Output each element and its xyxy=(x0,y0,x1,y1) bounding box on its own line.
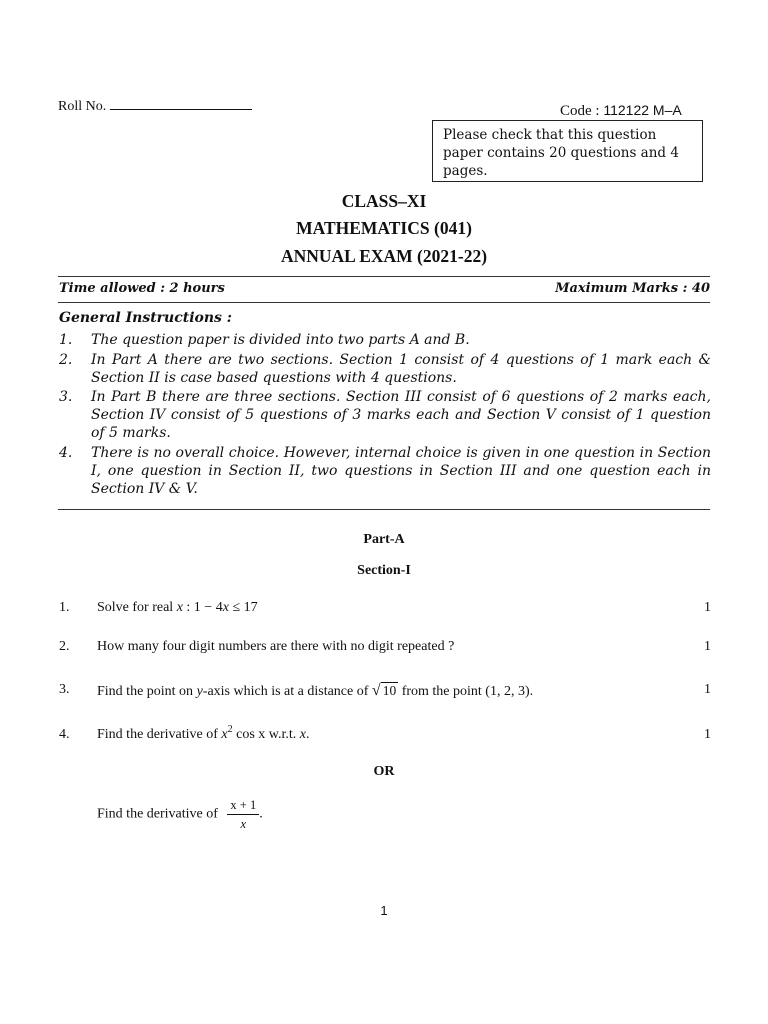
class-title: CLASS–XI xyxy=(341,191,427,211)
question-marks: 1 xyxy=(704,682,711,697)
divider-instructions xyxy=(58,509,710,510)
question-count-note: Please check that this question paper contains 20 questions and 4 pages. xyxy=(432,120,703,182)
roll-number-blank xyxy=(110,98,252,110)
question-marks: 1 xyxy=(704,727,711,742)
alternative-question: Find the derivative of $\frac{x + 1}{x}$ . xyxy=(97,798,263,831)
question-marks: 1 xyxy=(704,600,711,615)
time-allowed: Time allowed : 2 hours xyxy=(59,281,225,296)
maximum-marks: Maximum Marks : 40 xyxy=(555,281,710,296)
divider-meta xyxy=(58,302,710,303)
instruction-text: In Part A there are two sections. Section 1 consist of 4 questions of 1 mark each & Section II is case based questions with 4 questions. xyxy=(91,352,711,386)
question-text: Find the point on y-axis which is at a distance of √ 10 from the point (1, 2, 3). xyxy=(97,682,534,699)
instruction-number: 4. xyxy=(59,445,73,461)
roll-number-field xyxy=(58,98,252,115)
question-number: 1. xyxy=(59,600,70,615)
question-number: 3. xyxy=(59,682,70,697)
instructions-heading: General Instructions : xyxy=(59,310,232,326)
instruction-text: In Part B there are three sections. Section III consist of 6 questions of 2 marks each, Section IV consist of 5 questions of 3 marks each and Section V consist of 1 question of 5 marks. xyxy=(91,389,711,441)
divider-top xyxy=(58,276,710,277)
roll-number-label: Roll No. xyxy=(58,99,107,114)
paper-code xyxy=(560,102,682,120)
square-root: √ 10 xyxy=(371,682,397,699)
section-heading: Section-I xyxy=(357,563,411,578)
code-value: 112122 M–A xyxy=(603,102,682,118)
or-label: OR xyxy=(373,764,395,779)
fraction xyxy=(227,796,259,833)
fraction-numerator: x + 1 xyxy=(227,796,259,815)
part-heading: Part-A xyxy=(363,532,405,547)
question-text: How many four digit numbers are there with no digit repeated ? xyxy=(97,639,455,654)
question-text: Solve for real x : 1 − 4x ≤ 17 xyxy=(97,600,258,615)
question-number: 4. xyxy=(59,727,70,742)
instruction-number: 2. xyxy=(59,352,73,368)
question-text: Find the derivative of $x^2$ cos x w.r.t. x. xyxy=(97,724,310,742)
page-number: 1 xyxy=(380,903,388,918)
question-marks: 1 xyxy=(704,639,711,654)
instruction-text: There is no overall choice. However, internal choice is given in one question in Section I, one question in Section II, two questions in Section III and one question each in Section IV & V. xyxy=(91,445,711,497)
code-label: Code : xyxy=(560,103,600,119)
instruction-text: The question paper is divided into two parts A and B. xyxy=(91,332,470,348)
question-number: 2. xyxy=(59,639,70,654)
subject-title: MATHEMATICS (041) xyxy=(296,218,472,238)
instruction-number: 1. xyxy=(59,332,73,348)
fraction-denominator: x xyxy=(240,817,247,831)
exam-title: ANNUAL EXAM (2021-22) xyxy=(280,246,488,266)
alternative-question-text: Find the derivative of xyxy=(97,806,218,822)
instruction-number: 3. xyxy=(59,389,73,405)
